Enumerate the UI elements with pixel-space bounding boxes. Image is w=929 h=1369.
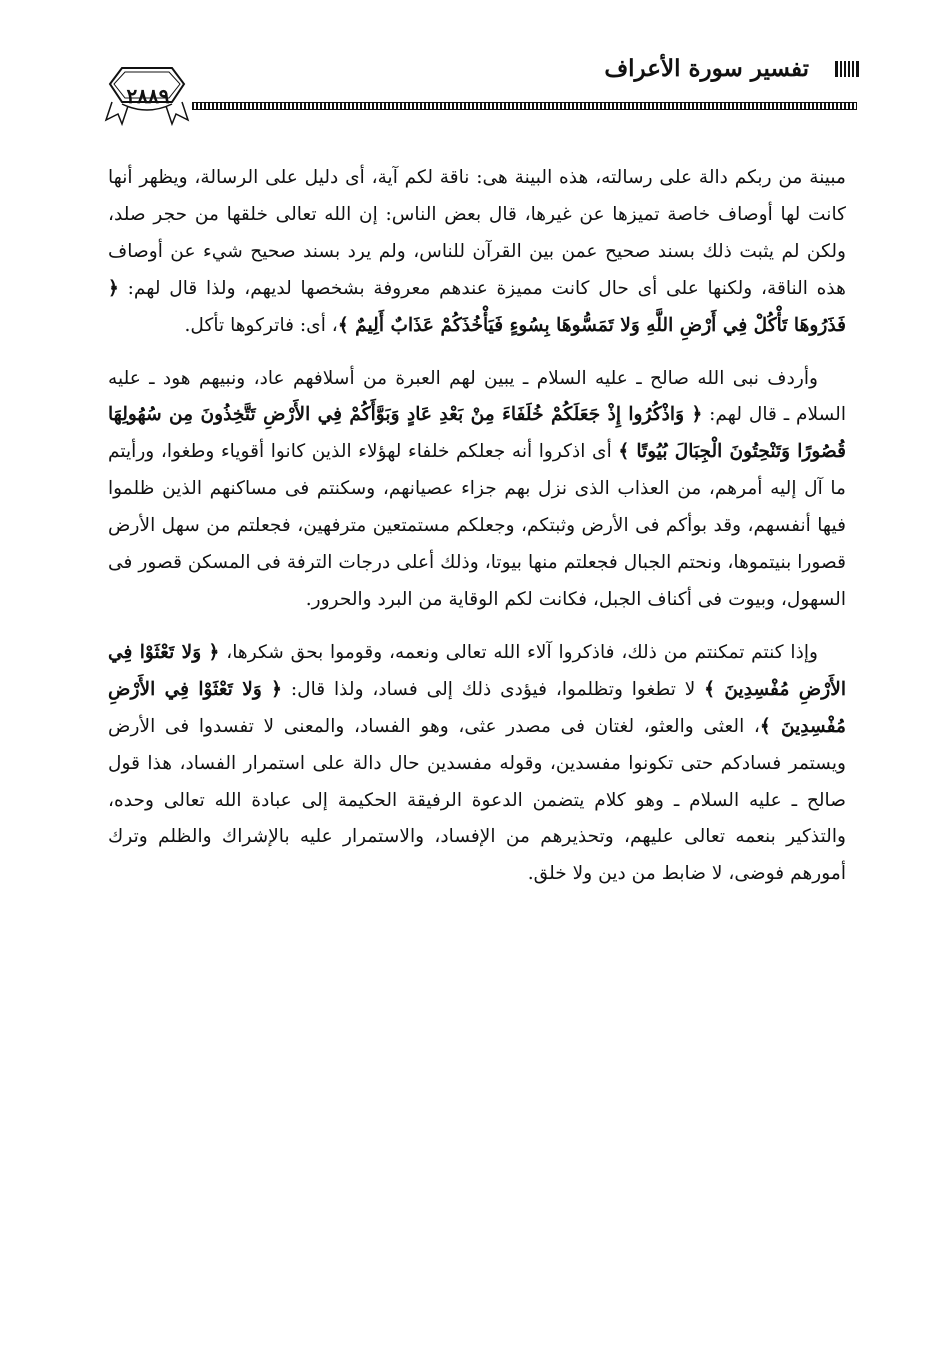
commentary-text: ، أى: فاتركوها تأكل. xyxy=(184,314,338,336)
quran-verse: ﴿ فَذَرُوهَا تَأْكُلْ فِي أَرْضِ اللَّهِ وَلا تَمَسُّوهَا بِسُوءٍ فَيَأْخُذَكُمْ عَذَابٌ أَلِيمٌ ﴾ xyxy=(108,277,846,336)
ornament-icon xyxy=(833,58,861,80)
paragraph xyxy=(108,635,846,893)
quran-verse: ﴿ وَلا تَعْثَوْا فِي الأَرْضِ مُفْسِدِينَ ﴾ xyxy=(108,678,846,737)
commentary-text: مبينة من ربكم دالة على رسالته، هذه البينة هى: ناقة لكم آية، أى دليل على الرسالة، ويظهر أنها كانت لها أوصاف خاصة تميزها عن غيرها، قال بعض الناس: إن الله تعالى خلقها من حجر صلد، ولكن لم يثبت ذلك بسند صحيح عمن بين القرآن للناس، ولم يرد بسند صحيح شيء عن أوصاف هذه الناقة، ولكنها على أى حال كانت مميزة عندهم معروفة بشخصها لديهم، ولذا قال لهم: xyxy=(108,167,846,299)
paragraph xyxy=(108,160,846,345)
commentary-text: أى اذكروا أنه جعلكم خلفاء لهؤلاء الذين كانوا أقوياء وطغوا، ورأيتم ما آل إليه أمرهم، من العذاب الذى نزل بهم جزاء عصيانهم، وسكنتم فى مساكنهم الذين ظلموا فيها أنفسهم، وقد بوأكم فى الأرض وثبتكم، وجعلكم مستمتعين مترفهين، فجعلتم من سهل الأرض قصورا بنيتموها، ونحتم الجبال فجعلتم منها بيوتا، وذلك أعلى درجات الترفة فى المسكن قصور فى السهول، وبيوت فى أكناف الجبل، فكانت لكم الوقاية من البرد والحرور. xyxy=(108,441,846,610)
page-body xyxy=(108,160,846,893)
quran-verse: ﴿ وَلا تَعْثَوْا فِي الأَرْضِ مُفْسِدِينَ ﴾ xyxy=(108,641,846,700)
surah-title: تفسير سورة الأعراف xyxy=(604,55,809,82)
commentary-text: وإذا كنتم تمكنتم من ذلك، فاذكروا آلاء الله تعالى ونعمه، وقوموا بحق شكرها، xyxy=(219,641,818,663)
commentary-text: لا تطغوا وتظلموا، فيؤدى ذلك إلى فساد، ولذا قال: xyxy=(282,678,705,700)
paragraph xyxy=(108,361,846,619)
header-rule xyxy=(192,102,857,110)
commentary-text: وأردف نبى الله صالح ـ عليه السلام ـ يبين لهم العبرة من أسلافهم عاد، ونبيهم هود ـ عليه السلام ـ قال لهم: xyxy=(108,367,846,426)
quran-verse: ﴿ وَاذْكُرُوا إِذْ جَعَلَكُمْ خُلَفَاءَ مِنْ بَعْدِ عَادٍ وَبَوَّأَكُمْ فِي الأَرْضِ تَتَّخِذُونَ مِن سُهُولِهَا قُصُورًا وَتَنْحِتُونَ الْجِبَالَ بُيُوتًا ﴾ xyxy=(108,404,846,463)
commentary-text: ، العثى والعثو، لغتان فى مصدر عثى، وهو الفساد، والمعنى لا تفسدوا فى الأرض ويستمر فسادكم حتى تكونوا مفسدين، وقوله مفسدين حال دالة على استمرار الفساد، هذا قول صالح ـ عليه السلام ـ وهو كلام يتضمن الدعوة الرفيقة الحكيمة إلى عبادة الله تعالى وحده، والتذكير بنعمه تعالى عليهم، وتحذيرهم من الإفساد، والاستمرار عليه بالإشراك والظلم وترك أمورهم فوضى، لا ضابط من دين ولا خلق. xyxy=(108,715,846,885)
page-header xyxy=(0,0,929,150)
page-number: ٢٨٨٩ xyxy=(126,84,170,108)
